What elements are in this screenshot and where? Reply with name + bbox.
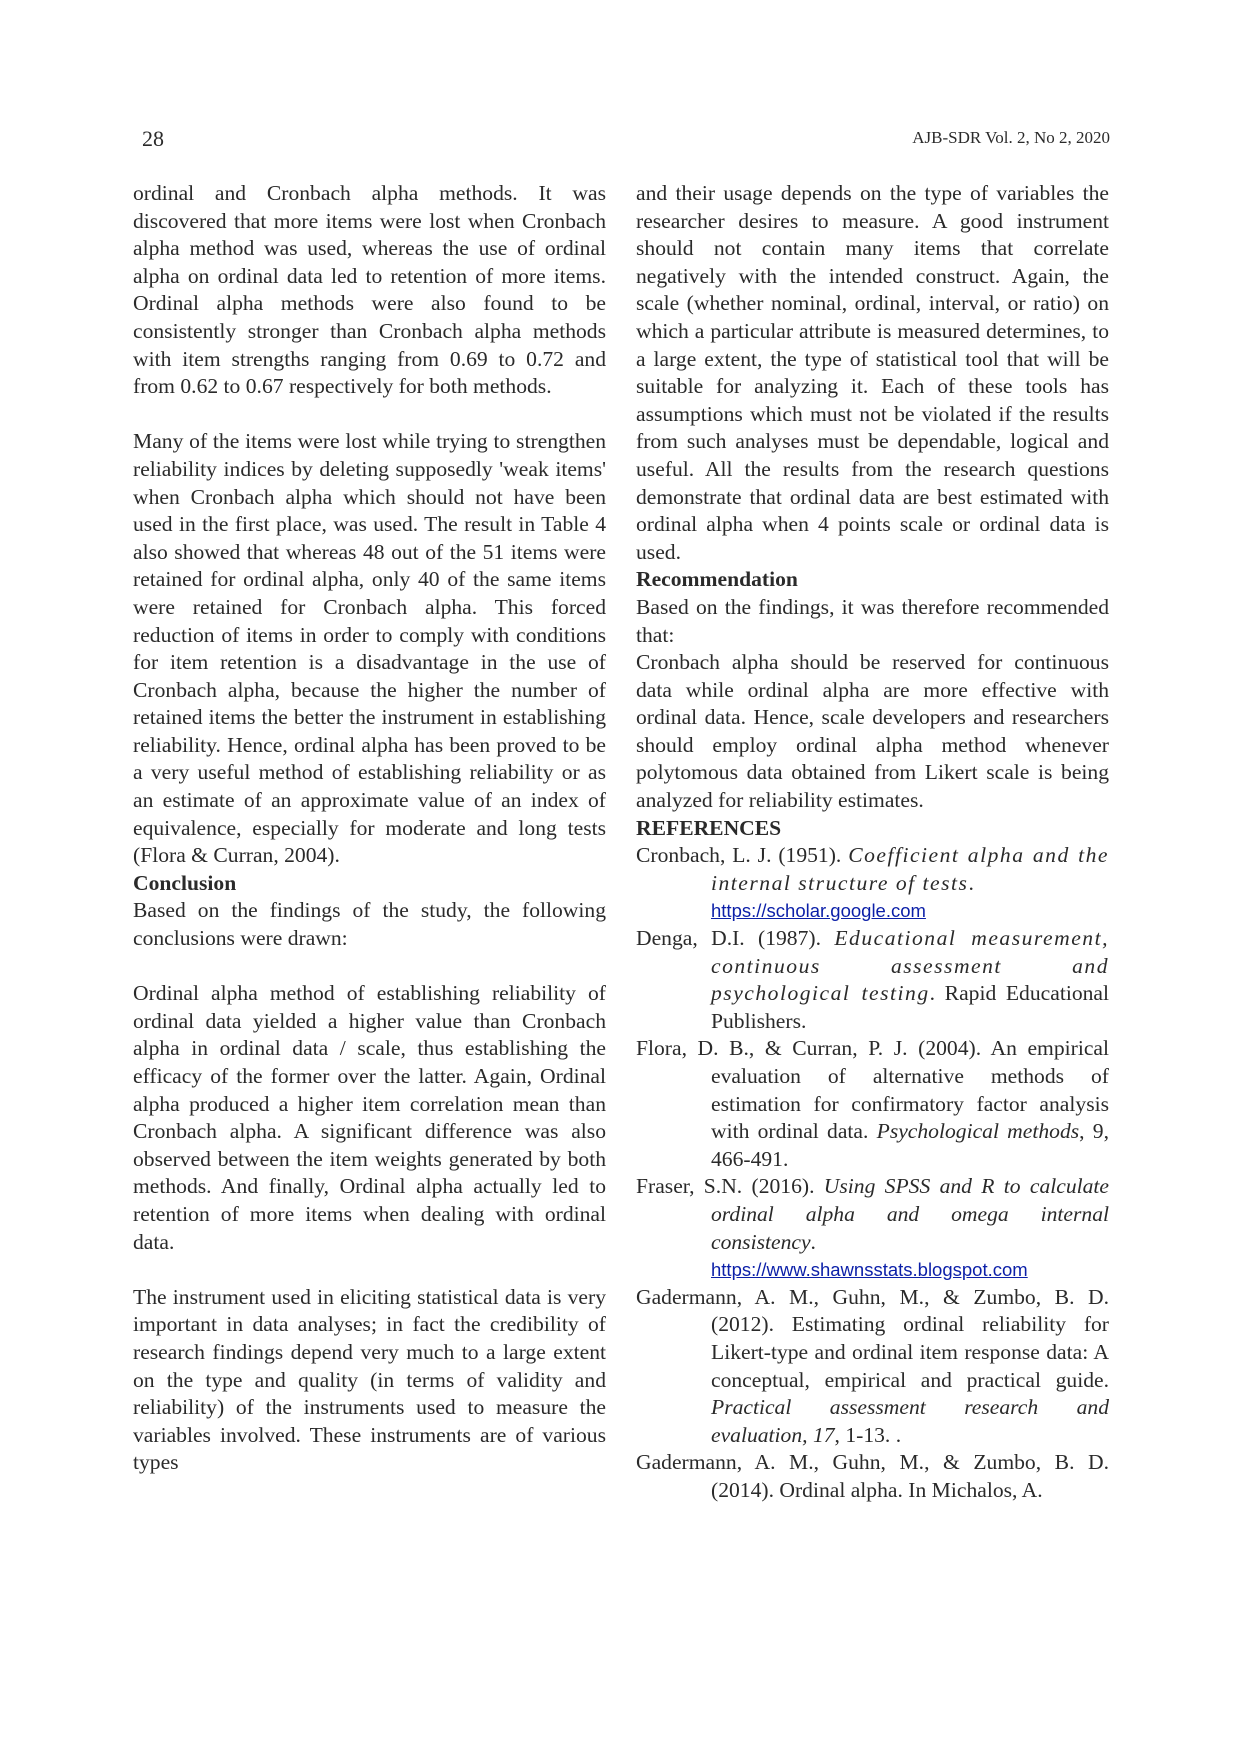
reference-authors: Gadermann, A. M., Guhn, M., & Zumbo, B. D. (2012). Estimating ordinal reliability for Likert-type and ordinal item response data: A conceptual, empirical and practical guide.: [636, 1284, 1109, 1392]
page-number: 28: [142, 126, 164, 151]
paragraph: ordinal and Cronbach alpha methods. It was discovered that more items were lost when Cronbach alpha method was used, whereas the use of ordinal alpha on ordinal data led to retention of more items. Ordinal alpha methods were also found to be consistently stronger than Cronbach alpha methods with item strengths ranging from 0.69 to 0.72 and from 0.62 to 0.67 respectively for both methods.: [133, 181, 606, 399]
reference-item: [636, 1035, 1109, 1173]
reference-link[interactable]: https://www.shawnsstats.blogspot.com: [711, 1259, 1028, 1281]
reference-item: [636, 1449, 1109, 1504]
reference-link[interactable]: https://scholar.google.com: [711, 900, 926, 922]
conclusion-heading: Conclusion: [133, 870, 237, 895]
conclusion-intro: Based on the findings of the study, the following conclusions were drawn:: [133, 898, 606, 951]
reference-tail: . Rapid Educational Publishers.: [711, 981, 1109, 1033]
paragraph: Cronbach alpha should be reserved for continuous data while ordinal alpha are more effective with ordinal data. Hence, scale developers and researchers should employ ordinal alpha method whenever polytomous data obtained from Likert scale is being analyzed for reliability estimates.: [636, 650, 1109, 813]
reference-item: [636, 1284, 1109, 1450]
reference-item: [636, 842, 1109, 925]
reference-item: [636, 925, 1109, 1035]
reference-tail: .: [810, 1229, 816, 1254]
reference-tail: , 1-13. .: [834, 1422, 902, 1447]
right-column: [636, 180, 1109, 1505]
paragraph: and their usage depends on the type of variables the researcher desires to measure. A good instrument should not contain many items that correlate negatively with the intended construct. Again, the scale (whether nominal, ordinal, interval, or ratio) on which a particular attribute is measured determines, to a large extent, the type of statistical tool that will be suitable for analyzing it. Each of these tools has assumptions which must not be violated if the results from such analyses must be dependable, logical and useful. All the results from the research questions demonstrate that ordinal data are best estimated with ordinal alpha when 4 points scale or ordinal data is used.: [636, 181, 1109, 564]
reference-item: [636, 1173, 1109, 1283]
recommendation-intro: Based on the findings, it was therefore recommended that:: [636, 594, 1109, 647]
references-heading: REFERENCES: [636, 815, 782, 840]
running-head: AJB-SDR Vol. 2, No 2, 2020: [912, 128, 1110, 147]
paragraph: Ordinal alpha method of establishing reliability of ordinal data yielded a higher value than Cronbach alpha in ordinal data / scale, thus establishing the efficacy of the former over the latter. Again, Ordinal alpha produced a higher item correlation mean than Cronbach alpha. A significant difference was also observed between the item weights generated by both methods. And finally, Ordinal alpha actually led to retention of more items when dealing with ordinal data.: [133, 981, 606, 1254]
reference-authors: Cronbach, L. J. (1951).: [636, 843, 849, 868]
reference-tail: .: [968, 870, 974, 895]
reference-journal: Psychological methods: [876, 1119, 1080, 1144]
reference-authors: Gadermann, A. M., Guhn, M., & Zumbo, B. D. (2014). Ordinal alpha. In Michalos, A.: [636, 1450, 1109, 1502]
reference-authors: Fraser, S.N. (2016).: [636, 1174, 824, 1199]
reference-title: Educational measurement, continuous assessment and psychological testing: [711, 926, 1109, 1006]
paragraph: The instrument used in eliciting statistical data is very important in data analyses; in fact the credibility of research findings depend very much to a large extent on the type and quality (in terms of validity and reliability) of the instruments used to measure the variables involved. These instruments are of various types: [133, 1284, 606, 1475]
recommendation-heading: Recommendation: [636, 567, 798, 592]
reference-title: Using SPSS and R to calculate ordinal alpha and omega internal consistency: [711, 1174, 1109, 1254]
reference-tail: , 9, 466-491.: [711, 1119, 1109, 1171]
paragraph: Many of the items were lost while trying to strengthen reliability indices by deleting supposedly 'weak items' when Cronbach alpha which should not have been used in the first place, was used. The result in Table 4 also showed that whereas 48 out of the 51 items were retained for ordinal alpha, only 40 of the same items were retained for Cronbach alpha. This forced reduction of items in order to comply with conditions for item retention is a disadvantage in the use of Cronbach alpha, because the higher the number of retained items the better the instrument in establishing reliability. Hence, ordinal alpha has been proved to be a very useful method of establishing reliability or as an estimate of an approximate value of an index of equivalence, especially for moderate and long tests (Flora & Curran, 2004).: [133, 429, 606, 868]
reference-journal: Practical assessment research and evaluation, 17: [711, 1395, 1109, 1447]
left-column: [133, 180, 606, 1477]
reference-title: Coefficient alpha and the internal structure of tests: [711, 843, 1109, 895]
reference-authors: Denga, D.I. (1987).: [636, 926, 835, 951]
reference-authors: Flora, D. B., & Curran, P. J. (2004). An empirical evaluation of alternative methods of estimation for confirmatory factor analysis with ordinal data.: [636, 1036, 1109, 1144]
